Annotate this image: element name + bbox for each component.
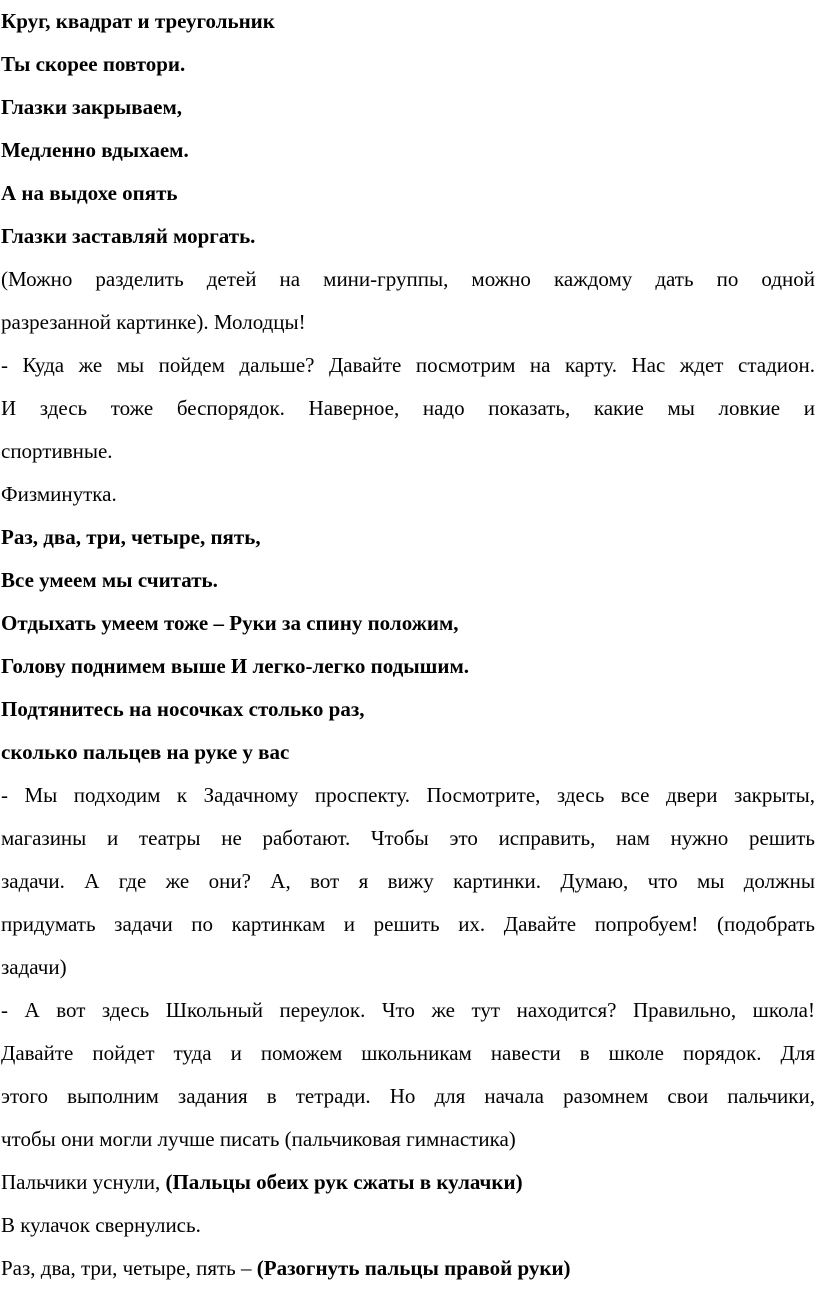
paragraph-line: спортивные. — [1, 439, 113, 463]
line-text: Пальчики уснули, — [1, 1170, 166, 1194]
poem-line: Глазки заставляй моргать. — [1, 224, 256, 248]
poem-line: Голову поднимем выше И легко-легко подышим. — [1, 654, 470, 678]
poem-line: Раз, два, три, четыре, пять, — [1, 525, 261, 549]
paragraph-line: - Мы подходим к Задачному проспекту. Посмотрите, здесь все двери закрыты, — [1, 783, 815, 807]
section-label: Физминутка. — [1, 482, 117, 506]
poem-line: А на выдохе опять — [1, 181, 178, 205]
poem-line: Глазки закрываем, — [1, 95, 182, 119]
mixed-line — [1, 1161, 815, 1204]
paragraph-line: разрезанной картинке). Молодцы! — [1, 310, 306, 334]
paragraph-line: И здесь тоже беспорядок. Наверное, надо показать, какие мы ловкие и — [1, 396, 815, 420]
poem-line: Ты скорее повтори. — [1, 52, 186, 76]
paragraph-line: (Можно разделить детей на мини-группы, можно каждому дать по одной — [1, 267, 815, 291]
instruction-text: (Пальцы обеих рук сжаты в кулачки) — [165, 1170, 523, 1194]
poem-line: Подтянитесь на носочках столько раз, — [1, 697, 365, 721]
instruction-text: (Разогнуть пальцы правой руки) — [256, 1256, 571, 1280]
paragraph-line: задачи. А где же они? А, вот я вижу картинки. Думаю, что мы должны — [1, 869, 815, 893]
paragraph-line: этого выполним задания в тетради. Но для начала разомнем свои пальчики, — [1, 1084, 815, 1108]
paragraph-line: чтобы они могли лучше писать (пальчиковая гимнастика) — [1, 1127, 516, 1151]
poem-line: Все умеем мы считать. — [1, 568, 218, 592]
poem-line: Медленно вдыхаем. — [1, 138, 189, 162]
poem-line: Круг, квадрат и треугольник — [1, 9, 275, 33]
paragraph-line: - А вот здесь Школьный переулок. Что же тут находится? Правильно, школа! — [1, 998, 815, 1022]
line-text: Раз, два, три, четыре, пять – — [1, 1256, 257, 1280]
paragraph-line: - Куда же мы пойдем дальше? Давайте посмотрим на карту. Нас ждет стадион. — [1, 353, 815, 377]
paragraph-line: Давайте пойдет туда и поможем школьникам навести в школе порядок. Для — [1, 1041, 815, 1065]
poem-line: Отдыхать умеем тоже – Руки за спину положим, — [1, 611, 459, 635]
poem-line: сколько пальцев на руке у вас — [1, 740, 290, 764]
document-page — [1, 0, 815, 1290]
paragraph-line: придумать задачи по картинкам и решить их. Давайте попробуем! (подобрать — [1, 912, 815, 936]
paragraph-line: магазины и театры не работают. Чтобы это исправить, нам нужно решить — [1, 826, 815, 850]
paragraph-line: задачи) — [1, 955, 67, 979]
mixed-line — [1, 1247, 815, 1290]
paragraph-line: В кулачок свернулись. — [1, 1213, 201, 1237]
